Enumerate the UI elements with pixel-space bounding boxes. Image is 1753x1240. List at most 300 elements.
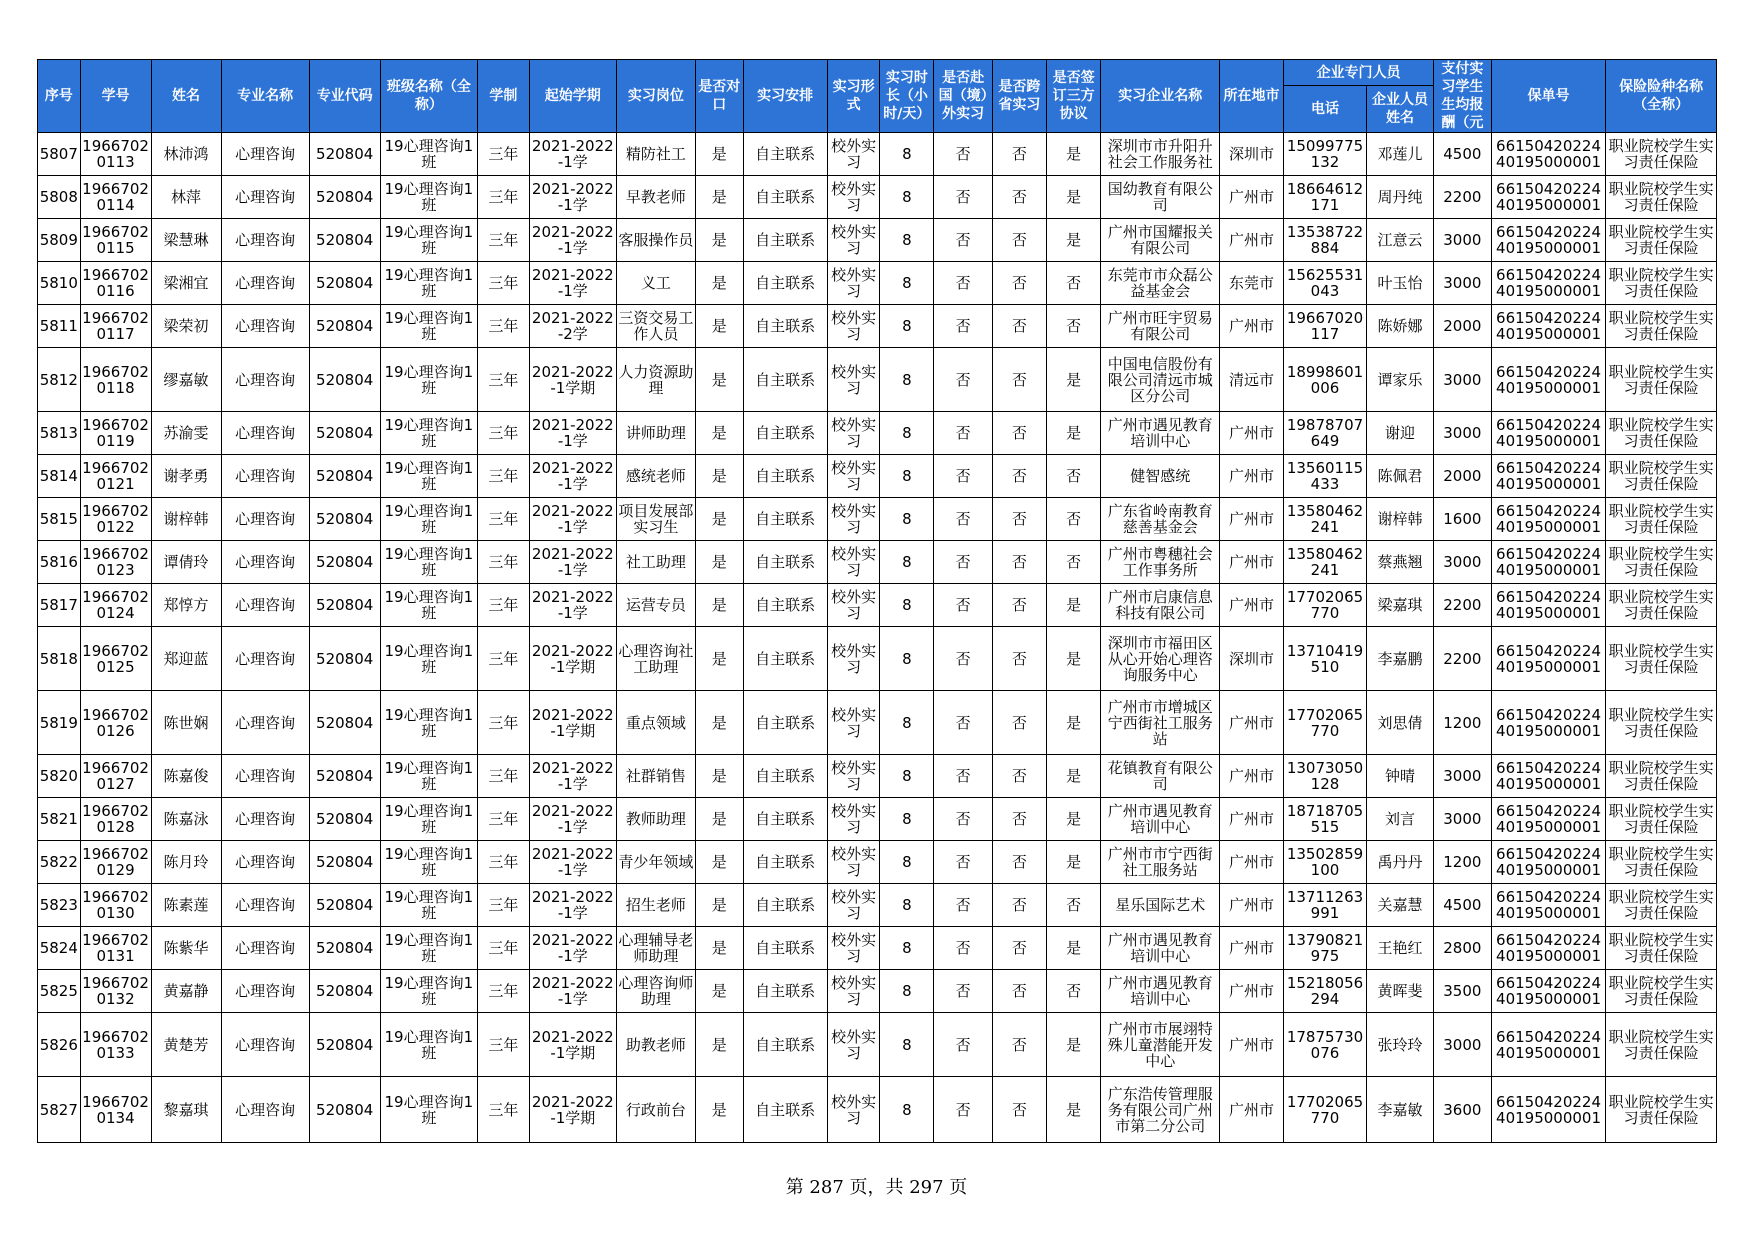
cell-text: 谭倩玲 — [163, 554, 209, 570]
cell-text: 心理咨询 — [235, 425, 296, 441]
table-cell — [151, 884, 221, 927]
cell-text: 否 — [1011, 854, 1027, 870]
table-row — [38, 541, 1717, 584]
cell-text: 是 — [711, 650, 727, 667]
cell-text: 15218056294 — [1286, 975, 1364, 1007]
cell-text: 3000 — [1443, 371, 1482, 388]
table-cell — [38, 498, 81, 541]
cell-text: 职业院校学生实习责任保险 — [1608, 460, 1714, 492]
cell-text: 自主联系 — [755, 146, 816, 162]
cell-text: 否 — [955, 275, 971, 291]
table-cell — [478, 755, 530, 798]
table-cell — [827, 970, 880, 1013]
cell-text: 健智感统 — [1130, 468, 1191, 484]
cell-text: 社工助理 — [625, 554, 686, 570]
cell-text: 2021-2022-2学 — [531, 310, 614, 342]
table-cell — [616, 176, 695, 219]
cell-text: 谭家乐 — [1377, 371, 1423, 388]
table-cell — [1046, 176, 1101, 219]
cell-text: 1600 — [1443, 511, 1482, 527]
table-cell — [1283, 1077, 1366, 1143]
table-row — [38, 927, 1717, 970]
cell-text: 禹丹丹 — [1377, 854, 1423, 870]
table-cell — [380, 1077, 477, 1143]
cell-text: 是 — [711, 189, 727, 205]
table-cell — [80, 755, 151, 798]
cell-text: 校外实习 — [831, 706, 877, 739]
table-cell — [38, 841, 81, 884]
cell-text: 是 — [711, 468, 727, 484]
cell-text: 广州市市增城区宁西街社工服务站 — [1107, 698, 1213, 747]
cell-text: 精防社工 — [625, 146, 686, 162]
table-cell — [616, 691, 695, 755]
table-cell — [309, 884, 380, 927]
cell-text: 职业院校学生实习责任保险 — [1608, 417, 1714, 449]
table-cell — [380, 219, 477, 262]
cell-text: 2021-2022-1学期 — [531, 706, 614, 739]
cell-text: 心理咨询 — [235, 232, 296, 248]
cell-text: 4500 — [1443, 146, 1482, 162]
cell-text: 19心理咨询1班 — [384, 363, 474, 396]
cell-text: 8 — [902, 714, 912, 731]
cell-text: 广东浩传管理服务有限公司广州市第二分公司 — [1107, 1085, 1213, 1134]
table-cell — [1220, 455, 1284, 498]
cell-text: 否 — [955, 714, 971, 731]
table-cell — [80, 1013, 151, 1077]
table-cell — [934, 412, 993, 455]
table-cell — [529, 348, 616, 412]
cell-text: 是 — [711, 1101, 727, 1118]
cell-text: 校外实习 — [831, 224, 877, 256]
cell-text: 5818 — [39, 650, 78, 667]
table-cell — [1367, 455, 1434, 498]
table-cell — [993, 798, 1047, 841]
table-cell — [380, 348, 477, 412]
table-cell — [1101, 176, 1220, 219]
table-cell — [880, 219, 934, 262]
cell-text: 3000 — [1443, 232, 1482, 248]
cell-text: 早教老师 — [625, 189, 686, 205]
table-cell — [1606, 627, 1717, 691]
cell-text: 19心理咨询1班 — [384, 224, 474, 256]
cell-text: 19心理咨询1班 — [384, 1093, 474, 1126]
cell-text: 5827 — [39, 1101, 78, 1118]
table-cell — [827, 584, 880, 627]
cell-text: 19667020124 — [82, 589, 149, 621]
table-cell — [1606, 498, 1717, 541]
cell-text: 5813 — [39, 425, 78, 441]
cell-text: 客服操作员 — [618, 232, 694, 248]
table-cell — [80, 1077, 151, 1143]
cell-text: 广州市遇见教育培训中心 — [1107, 803, 1213, 835]
cell-text: 心理咨询社工助理 — [618, 642, 694, 675]
table-row — [38, 412, 1717, 455]
table-cell — [1433, 1013, 1491, 1077]
cell-text: 8 — [902, 811, 912, 827]
cell-text: 2021-2022-1学 — [531, 267, 614, 299]
table-cell — [380, 498, 477, 541]
table-cell — [1283, 755, 1366, 798]
cell-text: 否 — [1011, 597, 1027, 613]
cell-text: 13710419510 — [1286, 642, 1364, 675]
table-cell — [1283, 412, 1366, 455]
table-cell — [1491, 755, 1606, 798]
table-cell — [1101, 133, 1220, 176]
cell-text: 17875730076 — [1286, 1028, 1364, 1061]
table-cell — [1283, 305, 1366, 348]
table-cell — [478, 262, 530, 305]
table-cell — [221, 584, 309, 627]
table-cell — [993, 133, 1047, 176]
cell-text: 1200 — [1443, 714, 1482, 731]
table-cell — [221, 305, 309, 348]
cell-text: 广州市 — [1229, 983, 1275, 999]
table-cell — [38, 455, 81, 498]
table-cell — [221, 841, 309, 884]
cell-text: 广州市遇见教育培训中心 — [1107, 417, 1213, 449]
table-cell — [827, 691, 880, 755]
table-cell — [695, 841, 743, 884]
cell-text: 三年 — [488, 983, 519, 999]
cell-text: 5807 — [39, 146, 78, 162]
cell-text: 陈世娴 — [163, 714, 209, 731]
table-cell — [1606, 455, 1717, 498]
table-cell — [38, 755, 81, 798]
cell-text: 梁荣初 — [163, 318, 209, 334]
cell-text: 三年 — [488, 511, 519, 527]
table-cell — [80, 455, 151, 498]
column-header: 学号 — [80, 60, 151, 133]
table-cell — [880, 755, 934, 798]
cell-text: 2021-2022-1学 — [531, 975, 614, 1007]
table-cell — [38, 262, 81, 305]
table-cell — [934, 455, 993, 498]
cell-text: 520804 — [316, 714, 374, 731]
table-cell — [221, 455, 309, 498]
table-cell — [309, 841, 380, 884]
table-cell — [743, 541, 827, 584]
table-cell — [827, 884, 880, 927]
cell-text: 心理咨询 — [235, 189, 296, 205]
cell-text: 心理咨询 — [235, 597, 296, 613]
table-cell — [1491, 927, 1606, 970]
table-cell — [221, 498, 309, 541]
table-cell — [1606, 305, 1717, 348]
table-cell — [695, 219, 743, 262]
table-cell — [1283, 541, 1366, 584]
cell-text: 8 — [902, 768, 912, 784]
cell-text: 谢迎 — [1385, 425, 1416, 441]
cell-text: 19667020121 — [82, 460, 149, 492]
cell-text: 是 — [711, 1036, 727, 1053]
table-cell — [478, 691, 530, 755]
cell-text: 6615042022440195000001 — [1496, 181, 1602, 213]
table-cell — [743, 584, 827, 627]
table-cell — [695, 262, 743, 305]
table-cell — [1367, 176, 1434, 219]
cell-text: 校外实习 — [831, 975, 877, 1007]
cell-text: 520804 — [316, 1036, 374, 1053]
table-cell — [1433, 841, 1491, 884]
cell-text: 3600 — [1443, 1101, 1482, 1118]
cell-text: 520804 — [316, 650, 374, 667]
cell-text: 19心理咨询1班 — [384, 642, 474, 675]
table-cell — [380, 541, 477, 584]
cell-text: 重点领域 — [625, 714, 686, 731]
cell-text: 否 — [1011, 146, 1027, 162]
table-cell — [1491, 584, 1606, 627]
cell-text: 周丹纯 — [1377, 189, 1423, 205]
cell-text: 4500 — [1443, 897, 1482, 913]
cell-text: 2000 — [1443, 318, 1482, 334]
table-cell — [880, 1013, 934, 1077]
cell-text: 8 — [902, 554, 912, 570]
table-cell — [1220, 498, 1284, 541]
column-header: 实习安排 — [743, 60, 827, 133]
cell-text: 是 — [711, 511, 727, 527]
table-cell — [1491, 348, 1606, 412]
table-cell — [309, 798, 380, 841]
table-cell — [529, 755, 616, 798]
cell-text: 8 — [902, 597, 912, 613]
cell-text: 职业院校学生实习责任保险 — [1608, 760, 1714, 792]
cell-text: 是 — [711, 371, 727, 388]
table-cell — [1491, 1013, 1606, 1077]
cell-text: 三年 — [488, 714, 519, 731]
table-cell — [1433, 691, 1491, 755]
table-cell — [743, 305, 827, 348]
table-cell — [221, 798, 309, 841]
table-cell — [880, 262, 934, 305]
table-cell — [1283, 498, 1366, 541]
table-cell — [1046, 412, 1101, 455]
cell-text: 职业院校学生实习责任保险 — [1608, 503, 1714, 535]
cell-text: 心理咨询 — [235, 275, 296, 291]
column-header: 专业名称 — [221, 60, 309, 133]
table-cell — [695, 455, 743, 498]
table-cell — [880, 798, 934, 841]
cell-text: 自主联系 — [755, 511, 816, 527]
cell-text: 6615042022440195000001 — [1496, 589, 1602, 621]
table-cell — [993, 584, 1047, 627]
cell-text: 缪嘉敏 — [163, 371, 209, 388]
table-cell — [1220, 262, 1284, 305]
table-cell — [309, 219, 380, 262]
cell-text: 三年 — [488, 189, 519, 205]
table-cell — [1220, 755, 1284, 798]
cell-text: 否 — [1011, 714, 1027, 731]
column-header: 保险险种名称（全称） — [1606, 60, 1717, 133]
cell-text: 广州市 — [1229, 897, 1275, 913]
cell-text: 东莞市市众磊公益基金会 — [1107, 267, 1213, 299]
table-cell — [1220, 970, 1284, 1013]
table-cell — [827, 841, 880, 884]
cell-text: 广州市 — [1229, 425, 1275, 441]
cell-text: 5816 — [39, 554, 78, 570]
cell-text: 6615042022440195000001 — [1496, 310, 1602, 342]
cell-text: 5826 — [39, 1036, 78, 1053]
cell-text: 否 — [955, 854, 971, 870]
table-cell — [529, 927, 616, 970]
cell-text: 2021-2022-1学 — [531, 803, 614, 835]
cell-text: 自主联系 — [755, 371, 816, 388]
cell-text: 人力资源助理 — [618, 363, 694, 396]
cell-text: 6615042022440195000001 — [1496, 363, 1602, 396]
table-cell — [1433, 541, 1491, 584]
cell-text: 自主联系 — [755, 597, 816, 613]
cell-text: 校外实习 — [831, 363, 877, 396]
table-cell — [1433, 133, 1491, 176]
table-row — [38, 219, 1717, 262]
cell-text: 520804 — [316, 318, 374, 334]
cell-text: 深圳市市福田区从心开始心理咨询服务中心 — [1107, 634, 1213, 683]
table-cell — [616, 1013, 695, 1077]
table-cell — [1101, 412, 1220, 455]
column-header: 起始学期 — [529, 60, 616, 133]
cell-text: 2021-2022-1学期 — [531, 642, 614, 675]
cell-text: 职业院校学生实习责任保险 — [1608, 889, 1714, 921]
table-cell — [380, 305, 477, 348]
cell-text: 520804 — [316, 554, 374, 570]
table-cell — [616, 927, 695, 970]
cell-text: 王艳红 — [1377, 940, 1423, 956]
cell-text: 职业院校学生实习责任保险 — [1608, 138, 1714, 170]
table-row — [38, 133, 1717, 176]
table-cell — [616, 133, 695, 176]
table-cell — [695, 798, 743, 841]
cell-text: 钟晴 — [1385, 768, 1416, 784]
cell-text: 19心理咨询1班 — [384, 181, 474, 213]
cell-text: 三年 — [488, 232, 519, 248]
cell-text: 否 — [1066, 511, 1082, 527]
table-row — [38, 841, 1717, 884]
cell-text: 广州市旺宇贸易有限公司 — [1107, 310, 1213, 342]
cell-text: 自主联系 — [755, 1036, 816, 1053]
table-cell — [529, 455, 616, 498]
table-cell — [151, 262, 221, 305]
cell-text: 5824 — [39, 940, 78, 956]
table-cell — [1283, 584, 1366, 627]
table-cell — [151, 755, 221, 798]
cell-text: 5810 — [39, 275, 78, 291]
table-cell — [1606, 798, 1717, 841]
cell-text: 是 — [711, 811, 727, 827]
table-cell — [1433, 498, 1491, 541]
cell-text: 19667020117 — [1286, 310, 1364, 342]
cell-text: 否 — [1011, 189, 1027, 205]
table-cell — [1283, 219, 1366, 262]
table-cell — [743, 627, 827, 691]
cell-text: 职业院校学生实习责任保险 — [1608, 1093, 1714, 1126]
cell-text: 是 — [711, 897, 727, 913]
cell-text: 2021-2022-1学 — [531, 760, 614, 792]
cell-text: 是 — [711, 275, 727, 291]
cell-text: 否 — [955, 1036, 971, 1053]
cell-text: 520804 — [316, 425, 374, 441]
table-cell — [616, 219, 695, 262]
cell-text: 广州市 — [1229, 511, 1275, 527]
table-cell — [80, 541, 151, 584]
cell-text: 3000 — [1443, 768, 1482, 784]
table-cell — [38, 176, 81, 219]
table-cell — [380, 133, 477, 176]
table-cell — [221, 1013, 309, 1077]
table-cell — [1491, 541, 1606, 584]
table-cell — [38, 691, 81, 755]
table-cell — [993, 412, 1047, 455]
table-cell — [1101, 498, 1220, 541]
table-cell — [221, 262, 309, 305]
cell-text: 是 — [1066, 425, 1082, 441]
cell-text: 19心理咨询1班 — [384, 460, 474, 492]
cell-text: 8 — [902, 371, 912, 388]
cell-text: 5821 — [39, 811, 78, 827]
cell-text: 职业院校学生实习责任保险 — [1608, 846, 1714, 878]
cell-text: 520804 — [316, 811, 374, 827]
cell-text: 13580462241 — [1286, 546, 1364, 578]
cell-text: 520804 — [316, 275, 374, 291]
cell-text: 否 — [1011, 232, 1027, 248]
cell-text: 13711263991 — [1286, 889, 1364, 921]
table-cell — [1606, 348, 1717, 412]
table-cell — [478, 841, 530, 884]
table-cell — [151, 841, 221, 884]
table-cell — [993, 1077, 1047, 1143]
table-cell — [743, 412, 827, 455]
table-cell — [151, 498, 221, 541]
table-cell — [221, 219, 309, 262]
cell-text: 19667020126 — [82, 706, 149, 739]
table-cell — [478, 133, 530, 176]
table-cell — [529, 584, 616, 627]
table-cell — [1491, 627, 1606, 691]
cell-text: 6615042022440195000001 — [1496, 1093, 1602, 1126]
table-cell — [1220, 884, 1284, 927]
cell-text: 校外实习 — [831, 1093, 877, 1126]
table-row — [38, 798, 1717, 841]
cell-text: 黄楚芳 — [163, 1036, 209, 1053]
cell-text: 2021-2022-1学 — [531, 224, 614, 256]
table-cell — [695, 498, 743, 541]
table-cell — [1046, 348, 1101, 412]
cell-text: 广州市 — [1229, 940, 1275, 956]
table-cell — [993, 498, 1047, 541]
column-header: 实习形式 — [827, 60, 880, 133]
table-cell — [1046, 798, 1101, 841]
cell-text: 自主联系 — [755, 650, 816, 667]
table-cell — [1283, 348, 1366, 412]
table-cell — [827, 176, 880, 219]
cell-text: 自主联系 — [755, 232, 816, 248]
table-cell — [1220, 798, 1284, 841]
cell-text: 5815 — [39, 511, 78, 527]
cell-text: 三年 — [488, 425, 519, 441]
table-cell — [380, 176, 477, 219]
cell-text: 星乐国际艺术 — [1115, 897, 1206, 913]
cell-text: 13073050128 — [1286, 760, 1364, 792]
cell-text: 三年 — [488, 318, 519, 334]
page-footer: 第 287 页，共 297 页 — [785, 1177, 968, 1198]
table-cell — [1491, 455, 1606, 498]
table-cell — [38, 798, 81, 841]
table-row — [38, 627, 1717, 691]
table-cell — [743, 927, 827, 970]
table-cell — [695, 691, 743, 755]
table-cell — [221, 755, 309, 798]
cell-text: 2021-2022-1学期 — [531, 1093, 614, 1126]
cell-text: 苏渝雯 — [163, 425, 209, 441]
table-cell — [221, 884, 309, 927]
